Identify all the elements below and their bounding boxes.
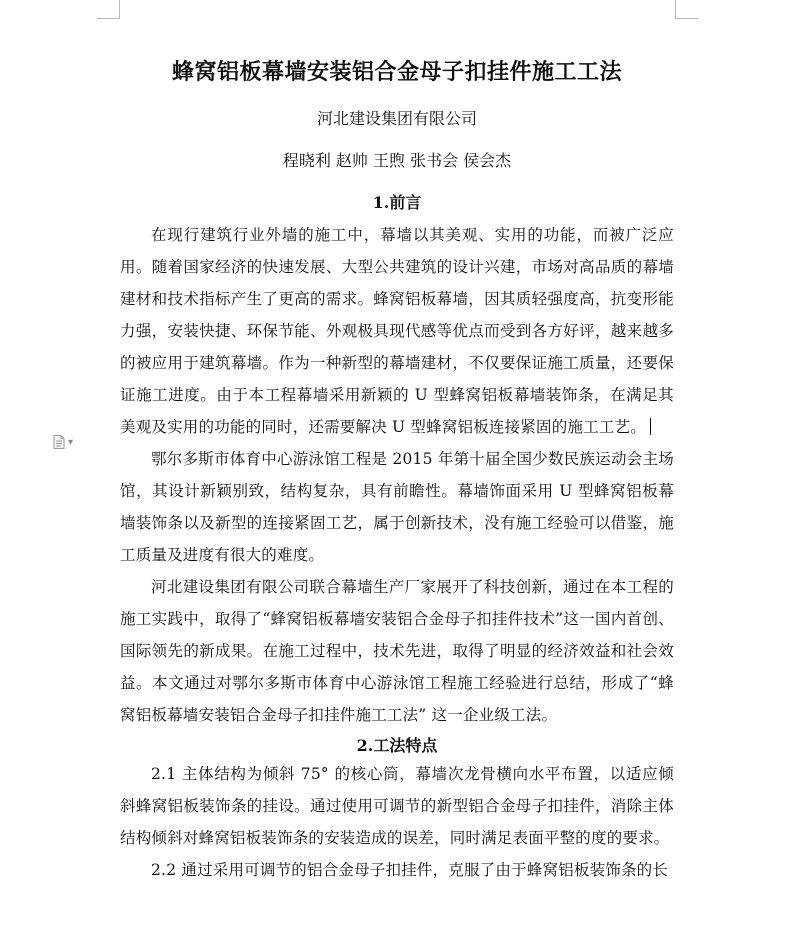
page-icon <box>53 435 65 449</box>
text-cursor <box>650 418 652 435</box>
paragraph-preface-3: 河北建设集团有限公司联合幕墙生产厂家展开了科技创新，通过在本工程的施工实践中，取得了“蜂窝铝板幕墙安装铝合金母子扣挂件技术”这一国内首创、国际领先的新成果。在施工过程中，技术先进，取得了明显的经济效益和社会效益。本文通过对鄂尔多斯市体育中心游泳馆工程施工经验进行总结，形成了“蜂窝铝板幕墙安装铝合金母子扣挂件施工工法” 这一企业级工法。 <box>120 578 674 724</box>
paragraph-text: 在现行建筑行业外墙的施工中，幕墙以其美观、实用的功能，而被广泛应用。随着国家经济的快速发展、大型公共建筑的设计兴建，市场对高品质的幕墙建材和技术指标产生了更高的需求。蜂窝铝板幕墙，因其质轻强度高，抗变形能力强，安装快捷、环保节能、外观极具现代感等优点而受到各方好评，越来越多的被应用于建筑幕墙。作为一种新型的幕墙建材，不仅要保证施工质量，还要保证施工进度。由于本工程幕墙采用新颖的 U 型蜂窝铝板幕墙装饰条，在满足其美观及实用的功能的同时，还需要解决 U 型蜂窝铝板连接紧固的施工工艺。 <box>120 226 674 436</box>
top-right-corner-mark <box>675 0 698 19</box>
section-heading-preface: 1.前言 <box>372 193 422 212</box>
top-left-corner-mark <box>97 0 120 19</box>
paragraph-preface-1 <box>120 219 674 443</box>
document-options-icon[interactable] <box>53 434 83 450</box>
document-content[interactable] <box>120 56 674 886</box>
paragraph-features-2: 2.2 通过采用可调节的铝合金母子扣挂件，克服了由于蜂窝铝板装饰条的长 <box>151 861 669 879</box>
company-name: 河北建设集团有限公司 <box>316 109 477 128</box>
author-list: 程晓利 赵帅 王煦 张书会 侯会杰 <box>282 151 512 170</box>
section-heading-features: 2.工法特点 <box>356 736 438 755</box>
paragraph-preface-2: 鄂尔多斯市体育中心游泳馆工程是 2015 年第十届全国少数民族运动会主场馆，其设计新颖别致，结构复杂，具有前瞻性。幕墙饰面采用 U 型蜂窝铝板幕墙装饰条以及新型的连接紧固工艺，属于创新技术，没有施工经验可以借鉴，施工质量及进度有很大的难度。 <box>120 450 674 564</box>
document-title: 蜂窝铝板幕墙安装铝合金母子扣挂件施工工法 <box>171 59 622 85</box>
chevron-down-icon: ▾ <box>68 436 74 448</box>
paragraph-features-1: 2.1 主体结构为倾斜 75° 的核心筒，幕墙次龙骨横向水平布置，以适应倾斜蜂窝铝板装饰条的挂设。通过使用可调节的新型铝合金母子扣挂件，消除主体结构倾斜对蜂窝铝板装饰条的安装造成的误差，同时满足表面平整的度的要求。 <box>120 765 674 847</box>
